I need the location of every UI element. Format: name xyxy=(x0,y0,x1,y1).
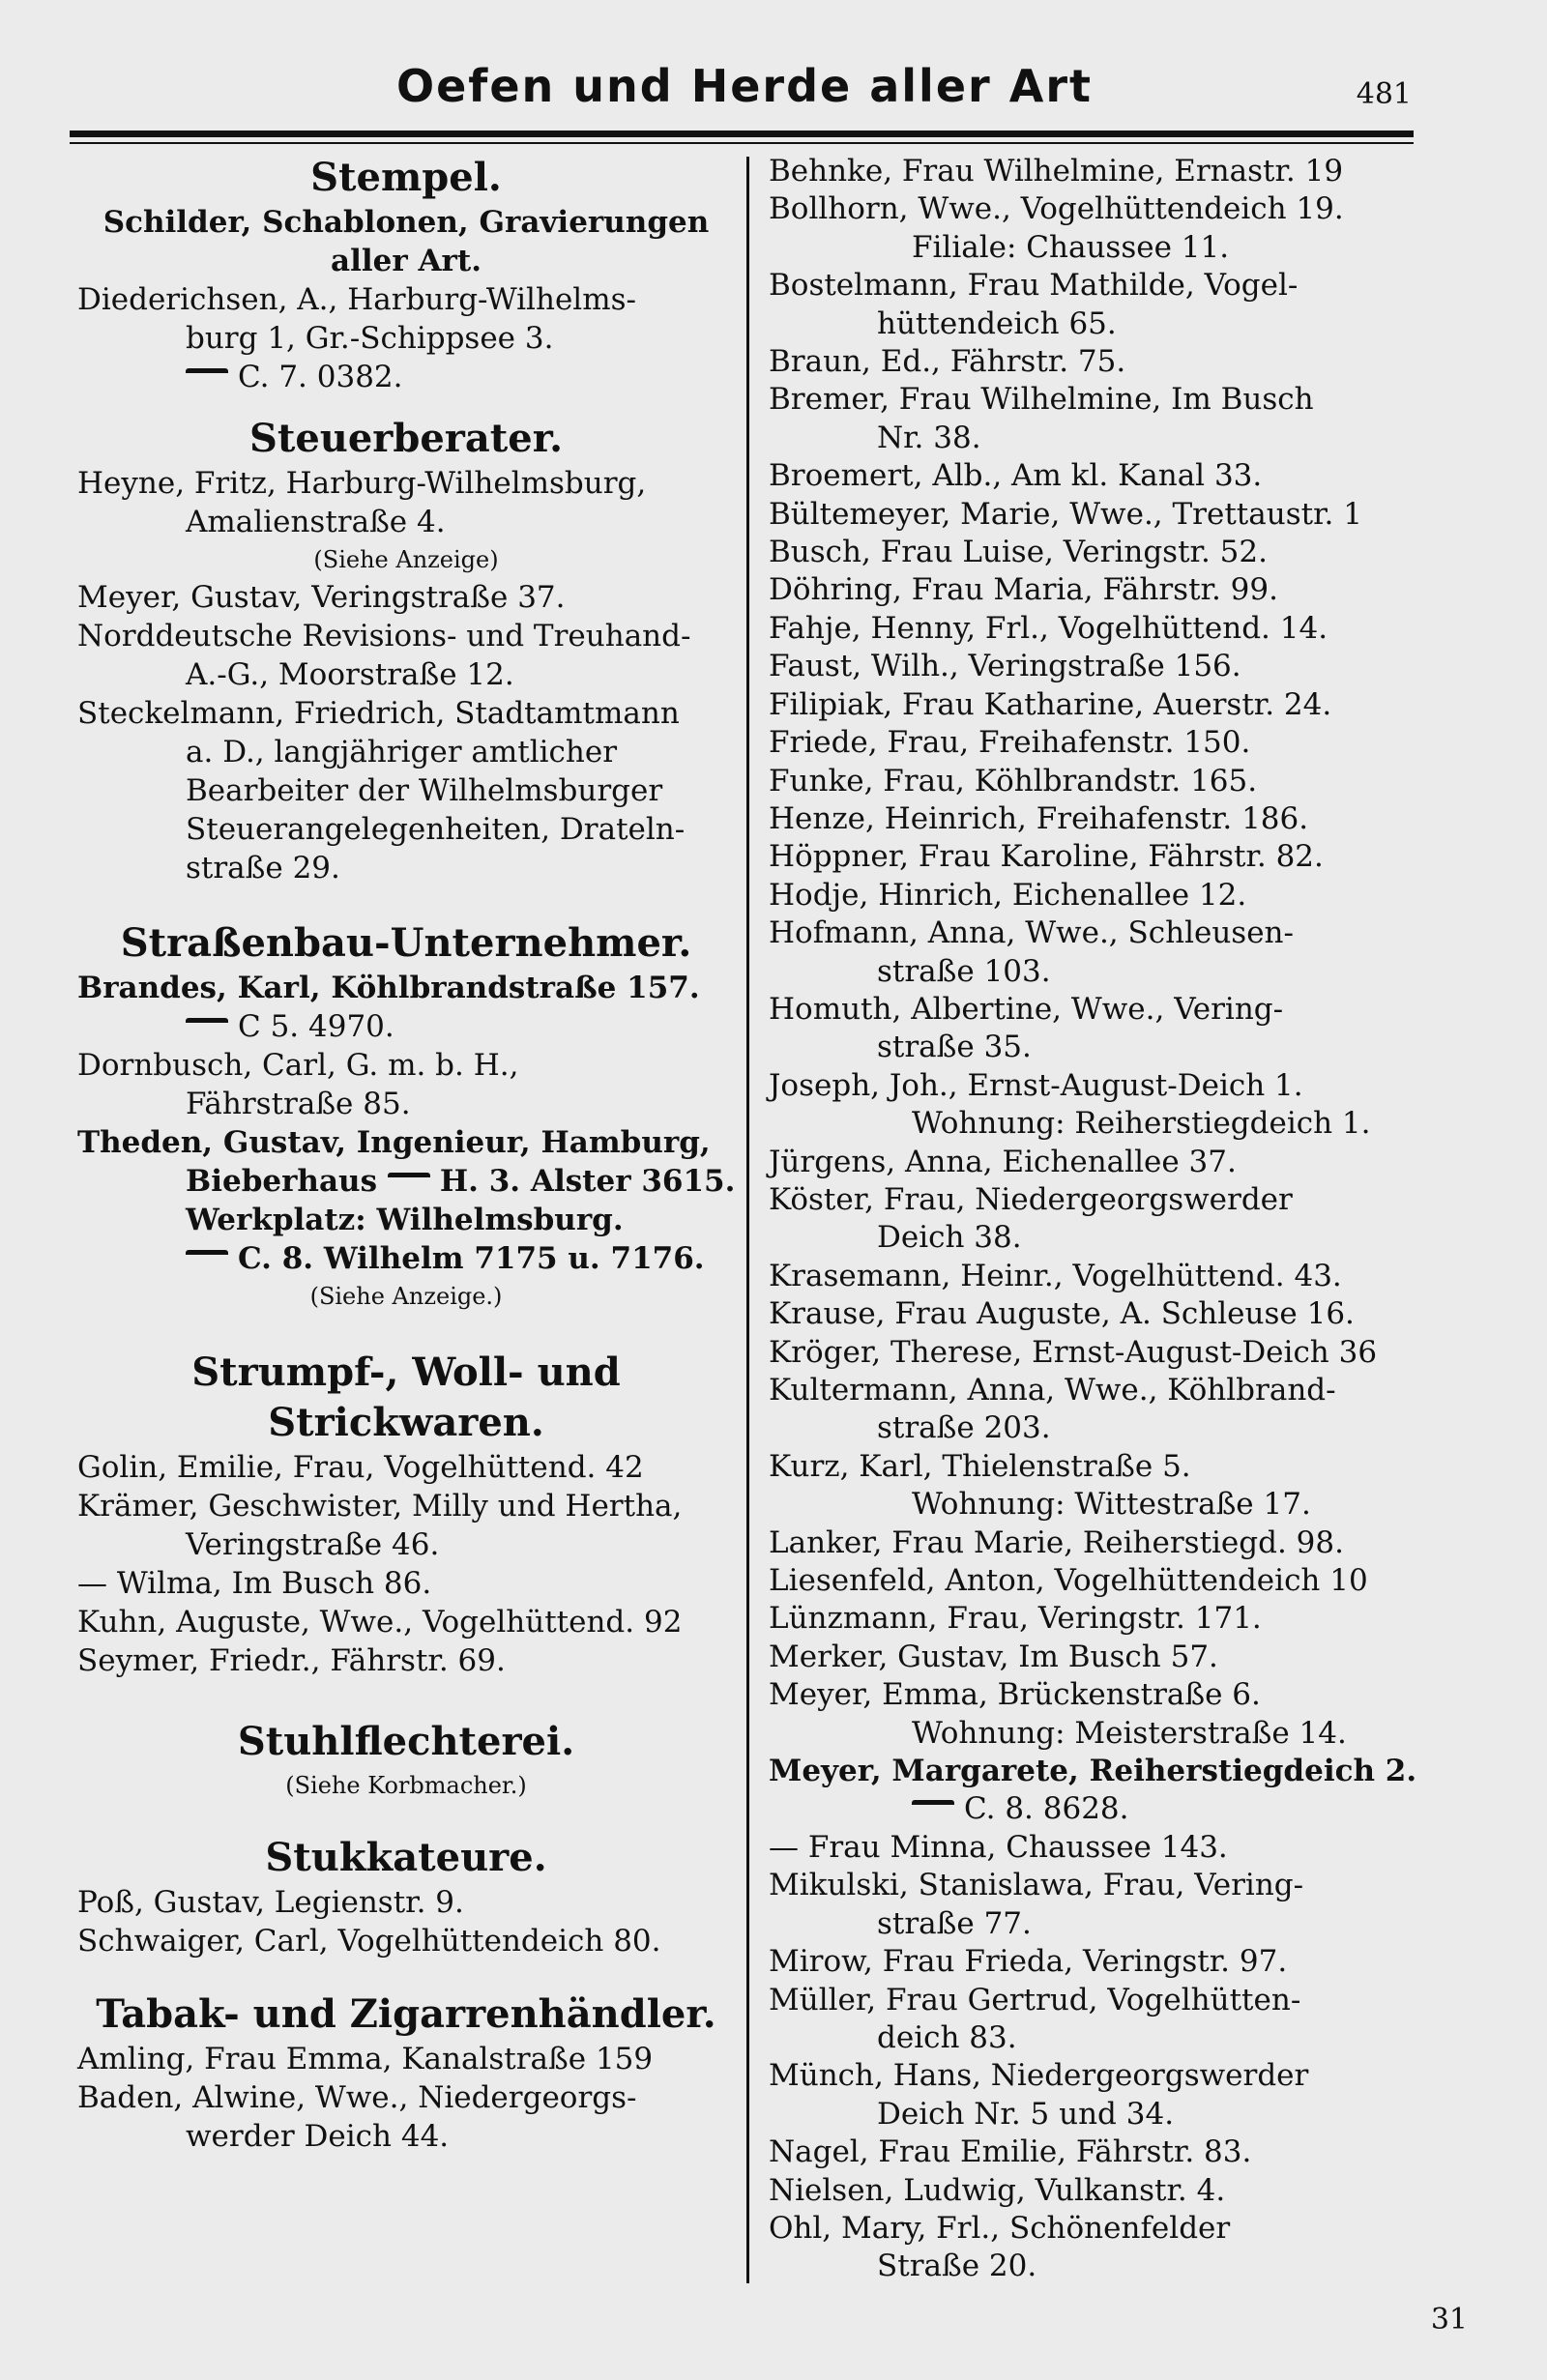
entry-line: Wohnung: Wittestraße 17. xyxy=(912,1487,1311,1523)
entry-line: deich 83. xyxy=(877,2019,1017,2055)
entry-line: Jürgens, Anna, Eichenallee 37. xyxy=(769,1144,1237,1179)
section-heading-tabak: Tabak- und Zigarrenhändler. xyxy=(96,1991,716,2037)
entry-line: Amling, Frau Emma, Kanalstraße 159 xyxy=(77,2042,654,2076)
entry-line: Höppner, Frau Karoline, Fährstr. 82. xyxy=(769,839,1324,875)
entry-line xyxy=(77,358,735,396)
entry-line: Meyer, Margarete, Reiherstiegdeich 2. xyxy=(769,1754,1417,1789)
entry-line: straße 29. xyxy=(186,851,340,885)
entry-line: Nagel, Frau Emilie, Fährstr. 83. xyxy=(769,2134,1252,2170)
entry-line: Müller, Frau Gertrud, Vogelhütten- xyxy=(769,1982,1301,2017)
entry-line: Kuhn, Auguste, Wwe., Vogelhüttend. 92 xyxy=(77,1605,683,1640)
entry-line: Bültemeyer, Marie, Wwe., Trettaustr. 1 xyxy=(769,496,1362,532)
section-heading-stempel: Stempel. xyxy=(310,155,502,200)
entry-line: A.-G., Moorstraße 12. xyxy=(186,657,514,692)
entry-line: Ohl, Mary, Frl., Schönenfelder xyxy=(769,2210,1231,2246)
telephone-icon xyxy=(388,1173,430,1187)
entry-line: Busch, Frau Luise, Veringstr. 52. xyxy=(769,535,1268,570)
entry-line: Werkplatz: Wilhelmsburg. xyxy=(186,1203,624,1237)
entry-line: Friede, Frau, Freihafenstr. 150. xyxy=(769,725,1251,761)
entry-line: Deich 38. xyxy=(877,1220,1022,1256)
entry-line: Bostelmann, Frau Mathilde, Vogel- xyxy=(769,268,1299,304)
section-heading-stukkateure: Stukkateure. xyxy=(265,1835,547,1880)
entry-line: Bremer, Frau Wilhelmine, Im Busch xyxy=(769,382,1314,418)
page-signature: 31 xyxy=(1430,2303,1468,2336)
entry-line: Köster, Frau, Niedergeorgswerder xyxy=(769,1181,1293,1217)
phone-number: C. 7. 0382. xyxy=(238,360,403,394)
entry-line: Krasemann, Heinr., Vogelhüttend. 43. xyxy=(769,1258,1342,1293)
entry-line: Nr. 38. xyxy=(877,420,981,455)
entry-line: Fahje, Henny, Frl., Vogelhüttend. 14. xyxy=(769,610,1328,646)
section-heading-strassenbau: Straßenbau-Unternehmer. xyxy=(120,920,692,966)
page-number: 481 xyxy=(1356,77,1412,111)
entry-line: Bollhorn, Wwe., Vogelhüttendeich 19. xyxy=(769,191,1344,227)
entry-line: Kröger, Therese, Ernst-August-Deich 36 xyxy=(769,1334,1378,1370)
entry-line: Brandes, Karl, Köhlbrandstraße 157. xyxy=(77,971,700,1005)
entry-line: Lanker, Frau Marie, Reiherstiegd. 98. xyxy=(769,1524,1344,1560)
right-column xyxy=(769,153,1426,2286)
section-heading-stuhlflechterei: Stuhlflechterei. xyxy=(237,1719,575,1764)
header-rule-thick xyxy=(70,131,1414,137)
entry-line: Bearbeiter der Wilhelmsburger xyxy=(186,773,663,808)
entry-line: Diederichsen, A., Harburg-Wilhelms- xyxy=(77,282,636,317)
entry-line: Heyne, Fritz, Harburg-Wilhelmsburg, xyxy=(77,466,647,501)
entry-line: straße 77. xyxy=(877,1905,1032,1941)
subheading: Schilder, Schablonen, Gravierungen xyxy=(102,205,710,240)
entry-line: Döhring, Frau Maria, Fährstr. 99. xyxy=(769,572,1278,608)
entry-line xyxy=(77,1239,735,1278)
entry-line: straße 35. xyxy=(877,1030,1032,1065)
phone-number: H. 3. Alster 3615. xyxy=(439,1164,736,1199)
entry-line: straße 103. xyxy=(877,953,1051,989)
column-divider xyxy=(746,157,749,2283)
see-ad-note: (Siehe Anzeige) xyxy=(313,546,499,573)
entry-line: Hodje, Hinrich, Eichenallee 12. xyxy=(769,877,1247,913)
entry-line: Deich Nr. 5 und 34. xyxy=(877,2096,1175,2132)
entry-line: Theden, Gustav, Ingenieur, Hamburg, xyxy=(77,1125,711,1160)
page-header-title: Oefen und Herde aller Art xyxy=(396,60,1093,112)
entry-line: Steckelmann, Friedrich, Stadtamtmann xyxy=(77,696,680,731)
header-rule-thin xyxy=(70,142,1414,144)
entry-line: Homuth, Albertine, Wwe., Vering- xyxy=(769,991,1284,1027)
phone-number: C. 8. 8628. xyxy=(964,1791,1129,1827)
entry-text: Bieberhaus xyxy=(186,1164,378,1199)
entry-line: Norddeutsche Revisions- und Treuhand- xyxy=(77,619,691,653)
entry-line: Golin, Emilie, Frau, Vogelhüttend. 42 xyxy=(77,1450,644,1485)
entry-line: Mirow, Frau Frieda, Veringstr. 97. xyxy=(769,1944,1288,1980)
entry-line xyxy=(769,1790,1426,1828)
entry-line: werder Deich 44. xyxy=(186,2119,450,2154)
entry-line: burg 1, Gr.-Schippsee 3. xyxy=(186,321,554,356)
telephone-icon xyxy=(186,1250,228,1264)
entry-line: Veringstraße 46. xyxy=(186,1527,440,1562)
entry-line xyxy=(77,1007,735,1046)
entry-line: Wohnung: Meisterstraße 14. xyxy=(912,1715,1347,1751)
entry-line: Funke, Frau, Köhlbrandstr. 165. xyxy=(769,763,1258,798)
entry-line: Krause, Frau Auguste, A. Schleuse 16. xyxy=(769,1296,1355,1332)
telephone-icon xyxy=(186,1018,228,1032)
telephone-icon xyxy=(912,1800,954,1814)
entry-line: Meyer, Emma, Brückenstraße 6. xyxy=(769,1677,1261,1713)
entry-line: Braun, Ed., Fährstr. 75. xyxy=(769,344,1126,380)
phone-number: C. 8. Wilhelm 7175 u. 7176. xyxy=(238,1241,705,1276)
entry-line: Amalienstraße 4. xyxy=(186,505,446,539)
entry-line: Broemert, Alb., Am kl. Kanal 33. xyxy=(769,458,1263,494)
entry-line: Kultermann, Anna, Wwe., Köhlbrand- xyxy=(769,1373,1336,1408)
entry-line: hüttendeich 65. xyxy=(877,305,1117,341)
section-heading-steuerberater: Steuerberater. xyxy=(248,416,564,461)
entry-line: Baden, Alwine, Wwe., Niedergeorgs- xyxy=(77,2080,637,2115)
entry-line: Seymer, Friedr., Fährstr. 69. xyxy=(77,1643,506,1678)
see-ad-note: (Siehe Anzeige.) xyxy=(309,1283,503,1310)
entry-line: Faust, Wilh., Veringstraße 156. xyxy=(769,649,1241,684)
see-reference-note: (Siehe Korbmacher.) xyxy=(285,1772,527,1799)
entry-line: Filiale: Chaussee 11. xyxy=(912,229,1230,265)
subheading: aller Art. xyxy=(331,244,482,278)
entry-line: Lünzmann, Frau, Veringstr. 171. xyxy=(769,1601,1262,1637)
phone-number: C 5. 4970. xyxy=(238,1009,394,1044)
entry-line: Liesenfeld, Anton, Vogelhüttendeich 10 xyxy=(769,1563,1368,1599)
entry-line: Krämer, Geschwister, Milly und Hertha, xyxy=(77,1489,683,1524)
entry-line: Behnke, Frau Wilhelmine, Ernastr. 19 xyxy=(769,154,1344,189)
entry-line: Nielsen, Ludwig, Vulkanstr. 4. xyxy=(769,2172,1226,2208)
entry-line xyxy=(77,1162,735,1201)
entry-line: Henze, Heinrich, Freihafenstr. 186. xyxy=(769,800,1309,836)
entry-line: Wohnung: Reiherstiegdeich 1. xyxy=(912,1106,1371,1142)
entry-line: Filipiak, Frau Katharine, Auerstr. 24. xyxy=(769,686,1332,722)
entry-line: Münch, Hans, Niedergeorgswerder xyxy=(769,2058,1309,2094)
entry-line: — Frau Minna, Chaussee 143. xyxy=(769,1829,1228,1865)
entry-line: Steuerangelegenheiten, Drateln- xyxy=(186,812,686,847)
entry-line: — Wilma, Im Busch 86. xyxy=(77,1566,432,1601)
entry-line: straße 203. xyxy=(877,1410,1051,1446)
entry-line: Schwaiger, Carl, Vogelhüttendeich 80. xyxy=(77,1924,661,1959)
entry-line: Joseph, Joh., Ernst-August-Deich 1. xyxy=(769,1067,1303,1103)
entry-line: Merker, Gustav, Im Busch 57. xyxy=(769,1639,1218,1674)
left-column xyxy=(77,153,735,2156)
entry-line: Kurz, Karl, Thielenstraße 5. xyxy=(769,1448,1191,1484)
telephone-icon xyxy=(186,368,228,383)
entry-line: Hofmann, Anna, Wwe., Schleusen- xyxy=(769,915,1294,951)
entry-line: Meyer, Gustav, Veringstraße 37. xyxy=(77,580,566,615)
entry-line: Mikulski, Stanislawa, Frau, Vering- xyxy=(769,1868,1304,1903)
entry-line: Poß, Gustav, Legienstr. 9. xyxy=(77,1885,464,1920)
section-heading-strumpfwaren: Strumpf-, Woll- und Strickwaren. xyxy=(191,1350,621,1445)
entry-line: a. D., langjähriger amtlicher xyxy=(186,735,618,769)
entry-line: Fährstraße 85. xyxy=(186,1087,411,1121)
entry-line: Straße 20. xyxy=(877,2249,1037,2284)
entry-line: Dornbusch, Carl, G. m. b. H., xyxy=(77,1048,519,1083)
